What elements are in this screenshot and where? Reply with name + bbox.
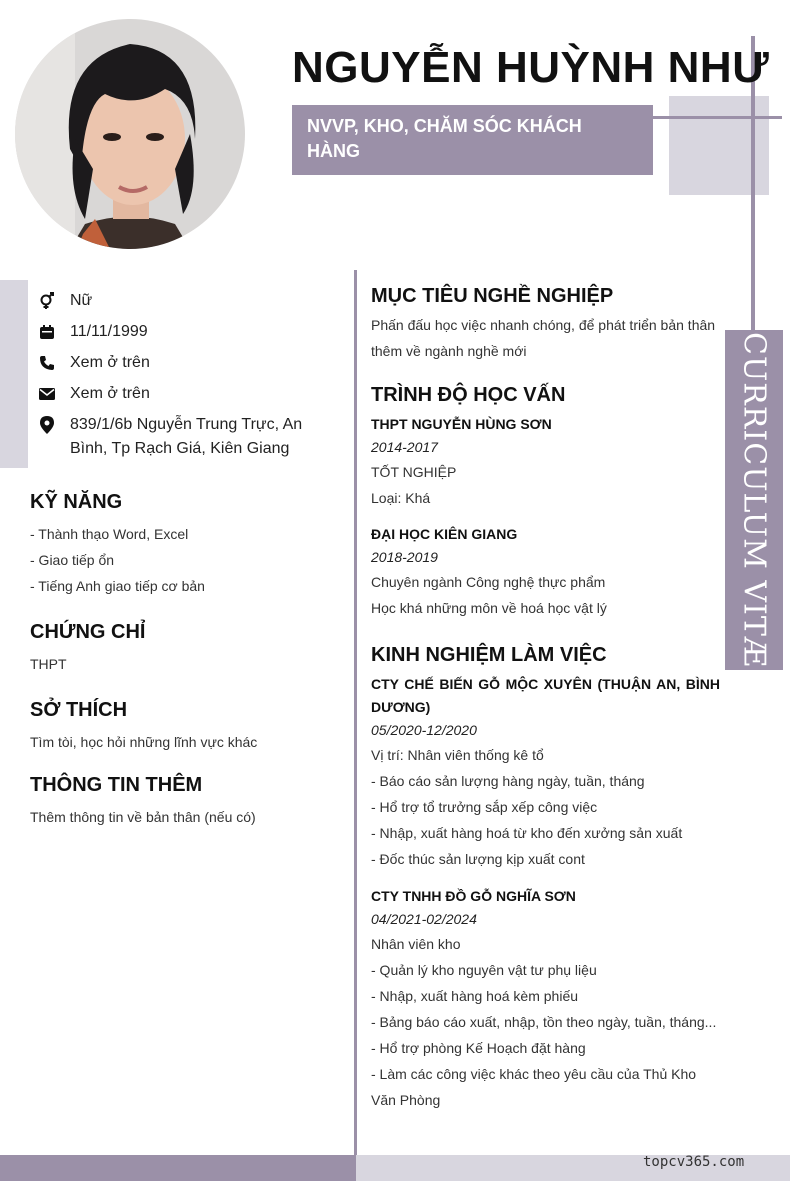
company-name-cont: DƯƠNG) (371, 699, 431, 715)
gender-text: Nữ (70, 292, 93, 309)
experience-line: Vị trí: Nhân viên thống kê tổ (371, 747, 544, 763)
education-period: 2018-2019 (371, 549, 438, 565)
education-line: Loại: Khá (371, 490, 431, 506)
column-divider (354, 270, 357, 1181)
experience-line: - Làm các công việc khác theo yêu cầu của Thủ Kho Văn Phòng (371, 1066, 697, 1108)
certificates-section (30, 619, 330, 677)
education-heading: TRÌNH ĐỘ HỌC VẤN (371, 384, 566, 406)
education-entry (371, 413, 720, 511)
experience-line: - Hổ trợ phòng Kế Hoạch đặt hàng (371, 1040, 586, 1056)
certificates-heading: CHỨNG CHỈ (30, 621, 146, 643)
extra-info-section (30, 772, 330, 830)
left-accent-band (0, 280, 28, 468)
footer-watermark: topcv365.com (643, 1154, 745, 1170)
contact-birthday (36, 320, 336, 344)
contact-list (36, 289, 336, 468)
school-name: ĐẠI HỌC KIÊN GIANG (371, 526, 518, 542)
contact-address (36, 413, 336, 461)
company-name: CTY TNHH ĐỒ GỖ NGHĨA SƠN (371, 888, 576, 904)
hobbies-heading: SỞ THÍCH (30, 699, 128, 721)
cv-label-text: CURRICULUM VITÆ (736, 332, 772, 668)
phone-text: Xem ở trên (70, 354, 150, 371)
experience-line: - Báo cáo sản lượng hàng ngày, tuần, tháng (371, 773, 645, 789)
contact-gender (36, 289, 336, 313)
contact-email (36, 382, 336, 406)
phone-icon (36, 351, 58, 375)
birthday-text: 11/11/1999 (70, 323, 148, 340)
company-name: CTY CHẾ BIẾN GỖ MỘC XUYÊN (THUẬN AN, BÌNH (371, 676, 720, 692)
hobby-item: Tìm tòi, học hỏi những lĩnh vực khác (30, 734, 258, 750)
skills-section (30, 489, 330, 599)
experience-period: 04/2021-02/2024 (371, 911, 477, 927)
education-entry (371, 523, 720, 621)
skill-item: - Tiếng Anh giao tiếp cơ bản (30, 578, 205, 594)
skill-item: - Thành thạo Word, Excel (30, 526, 189, 542)
experience-line: - Quản lý kho nguyên vật tư phụ liệu (371, 962, 597, 978)
decorative-horizontal-line (652, 116, 782, 119)
education-line: Học khá những môn về hoá học vật lý (371, 600, 607, 616)
certificate-item: THPT (30, 656, 67, 672)
objective-text: Phấn đấu học việc nhanh chóng, để phát triển bản thân thêm về ngành nghề mới (371, 317, 716, 359)
calendar-icon (36, 320, 58, 344)
footer-bar-left (0, 1155, 356, 1181)
experience-line: - Đốc thúc sản lượng kịp xuất cont (371, 851, 585, 867)
experience-period: 05/2020-12/2020 (371, 722, 477, 738)
experience-section (371, 642, 720, 1113)
candidate-name: NGUYỄN HUỲNH NHƯ (292, 43, 770, 92)
email-icon (36, 382, 58, 406)
experience-line: Nhân viên kho (371, 936, 461, 952)
experience-line: - Nhập, xuất hàng hoá kèm phiếu (371, 988, 579, 1004)
education-section (371, 382, 720, 621)
email-text: Xem ở trên (70, 385, 150, 402)
education-line: TỐT NGHIỆP (371, 464, 457, 480)
gender-icon (36, 289, 58, 313)
extra-info-heading: THÔNG TIN THÊM (30, 774, 203, 796)
objective-section (371, 283, 720, 364)
extra-info-item: Thêm thông tin về bản thân (nếu có) (30, 809, 256, 825)
job-title: NVVP, KHO, CHĂM SÓC KHÁCH HÀNG (307, 116, 582, 161)
location-icon (36, 413, 58, 437)
experience-entry (371, 885, 720, 1113)
hobbies-section (30, 697, 330, 755)
profile-photo (15, 19, 245, 249)
education-period: 2014-2017 (371, 439, 438, 455)
experience-line: - Nhập, xuất hàng hoá từ kho đến xưởng sản xuất (371, 825, 683, 841)
address-text: 839/1/6b Nguyễn Trung Trực, An Bình, Tp Rạch Giá, Kiên Giang (70, 416, 303, 457)
experience-line: - Hổ trợ tổ trưởng sắp xếp công việc (371, 799, 598, 815)
cv-label (725, 330, 783, 670)
experience-entry (371, 673, 720, 872)
contact-phone (36, 351, 336, 375)
education-line: Chuyên ngành Công nghệ thực phẩm (371, 574, 606, 590)
objective-heading: MỤC TIÊU NGHỀ NGHIỆP (371, 285, 614, 307)
school-name: THPT NGUYỄN HÙNG SƠN (371, 416, 552, 432)
skill-item: - Giao tiếp ổn (30, 552, 115, 568)
experience-line: - Bảng báo cáo xuất, nhập, tồn theo ngày, tuần, tháng... (371, 1014, 717, 1030)
experience-heading: KINH NGHIỆM LÀM VIỆC (371, 644, 607, 666)
skills-heading: KỸ NĂNG (30, 491, 123, 513)
